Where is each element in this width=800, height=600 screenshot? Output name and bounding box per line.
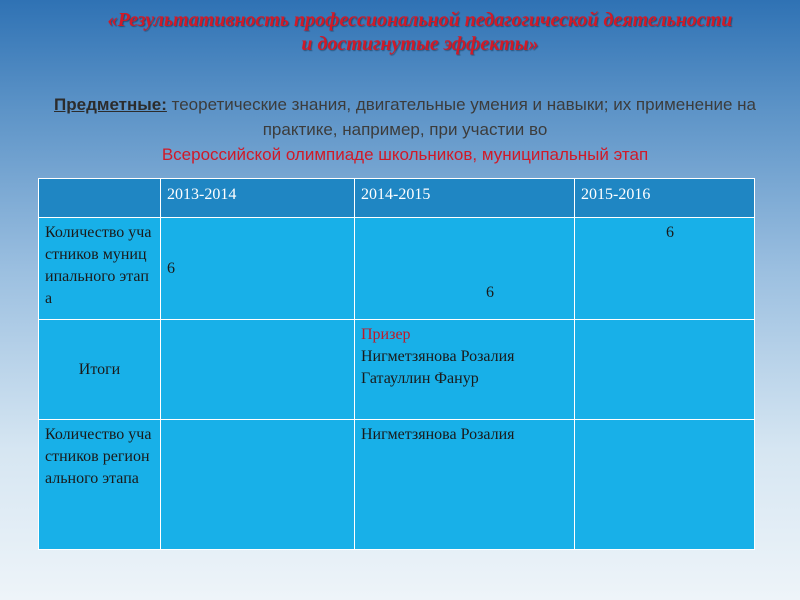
header-cell-2015-2016: 2015-2016	[575, 179, 755, 218]
table-cell: 6	[355, 218, 575, 320]
prize-label: Призер	[361, 326, 411, 343]
results-table	[38, 178, 755, 550]
slide-title-line-1: «Результативность профессиональной педагогической деятельности	[107, 9, 733, 31]
subject-olympiad-text: Всероссийской олимпиаде школьников, муниципальный этап	[161, 145, 649, 164]
subject-text: теоретические знания, двигательные умения и навыки; их применение на практике, например, при участии во	[166, 95, 756, 139]
subject-description	[40, 92, 770, 167]
table-cell: 6	[575, 218, 755, 320]
table-cell-results-names	[355, 320, 575, 420]
table-cell	[575, 320, 755, 420]
slide-title-line-2: и достигнутые эффекты»	[301, 33, 539, 55]
row-label-regional-participants: Количество участников регионального этапа	[39, 420, 161, 550]
header-cell-2013-2014: 2013-2014	[161, 179, 355, 218]
table-cell: Нигметзянова Розалия	[355, 420, 575, 550]
table-row	[39, 320, 755, 420]
row-label-results: Итоги	[39, 320, 161, 420]
table-cell	[575, 420, 755, 550]
row-label-municipal-participants: Количество участников муниципального этапа	[39, 218, 161, 320]
table-header-row	[39, 179, 755, 218]
table-cell	[161, 320, 355, 420]
table-cell	[161, 420, 355, 550]
winner-name: Нигметзянова Розалия	[361, 348, 515, 365]
subject-lead: Предметные:	[54, 95, 167, 114]
table-cell: 6	[161, 218, 355, 320]
slide-title	[60, 8, 780, 56]
winner-name: Гатауллин Фанур	[361, 370, 479, 387]
table-row	[39, 218, 755, 320]
header-cell-empty	[39, 179, 161, 218]
header-cell-2014-2015: 2014-2015	[355, 179, 575, 218]
table-row	[39, 420, 755, 550]
